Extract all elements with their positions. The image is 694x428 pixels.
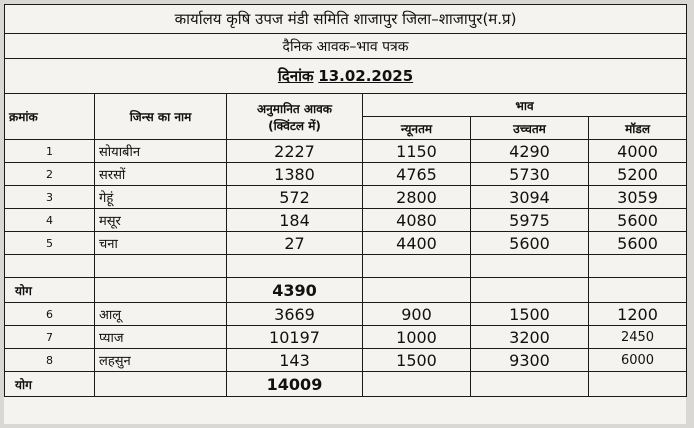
commodity-cell: मसूर bbox=[95, 209, 227, 232]
modal-price-cell: 5600 bbox=[589, 232, 687, 255]
table-row bbox=[5, 303, 687, 326]
serial-cell: 2 bbox=[5, 163, 95, 186]
arrival-header-line1: अनुमानित आवक bbox=[256, 101, 333, 116]
min-price-cell: 1500 bbox=[363, 349, 471, 372]
arrival-cell: 1380 bbox=[227, 163, 363, 186]
col-price-group-header: भाव bbox=[363, 94, 687, 117]
modal-price-cell: 4000 bbox=[589, 140, 687, 163]
commodity-cell: चना bbox=[95, 232, 227, 255]
max-price-cell: 3094 bbox=[471, 186, 589, 209]
table-row bbox=[5, 209, 687, 232]
serial-cell: 8 bbox=[5, 349, 95, 372]
date-label: दिनांक bbox=[277, 67, 314, 85]
serial-cell: 7 bbox=[5, 326, 95, 349]
max-price-cell: 5730 bbox=[471, 163, 589, 186]
arrival-cell: 184 bbox=[227, 209, 363, 232]
commodity-cell: आलू bbox=[95, 303, 227, 326]
table-row bbox=[5, 186, 687, 209]
col-min-header: न्यूनतम bbox=[363, 117, 471, 140]
total-label: योग bbox=[5, 372, 95, 397]
modal-price-cell: 6000 bbox=[589, 349, 687, 372]
max-price-cell: 3200 bbox=[471, 326, 589, 349]
commodity-cell: प्याज bbox=[95, 326, 227, 349]
report-date bbox=[5, 59, 687, 94]
arrival-cell: 143 bbox=[227, 349, 363, 372]
max-price-cell: 1500 bbox=[471, 303, 589, 326]
serial-cell: 6 bbox=[5, 303, 95, 326]
total-arrival: 14009 bbox=[227, 372, 363, 397]
max-price-cell: 5975 bbox=[471, 209, 589, 232]
report-title: दैनिक आवक–भाव पत्रक bbox=[5, 34, 687, 59]
arrival-cell: 27 bbox=[227, 232, 363, 255]
table-row bbox=[5, 163, 687, 186]
col-max-header: उच्चतम bbox=[471, 117, 589, 140]
date-value: 13.02.2025 bbox=[318, 67, 414, 85]
max-price-cell: 4290 bbox=[471, 140, 589, 163]
min-price-cell: 2800 bbox=[363, 186, 471, 209]
serial-cell: 1 bbox=[5, 140, 95, 163]
table-row bbox=[5, 140, 687, 163]
arrival-cell: 572 bbox=[227, 186, 363, 209]
total-arrival: 4390 bbox=[227, 278, 363, 303]
serial-cell: 4 bbox=[5, 209, 95, 232]
arrival-header-line2: (क्विंटल में) bbox=[268, 118, 321, 133]
arrival-cell: 3669 bbox=[227, 303, 363, 326]
modal-price-cell: 2450 bbox=[589, 326, 687, 349]
commodity-cell: लहसुन bbox=[95, 349, 227, 372]
commodity-cell: गेहूं bbox=[95, 186, 227, 209]
table-row bbox=[5, 232, 687, 255]
serial-cell: 5 bbox=[5, 232, 95, 255]
arrival-cell: 10197 bbox=[227, 326, 363, 349]
modal-price-cell: 5600 bbox=[589, 209, 687, 232]
col-commodity-header: जिन्स का नाम bbox=[95, 94, 227, 140]
arrival-price-table bbox=[4, 4, 687, 397]
max-price-cell: 5600 bbox=[471, 232, 589, 255]
commodity-cell: सरसों bbox=[95, 163, 227, 186]
max-price-cell: 9300 bbox=[471, 349, 589, 372]
min-price-cell: 900 bbox=[363, 303, 471, 326]
col-arrival-header bbox=[227, 94, 363, 140]
modal-price-cell: 5200 bbox=[589, 163, 687, 186]
rate-sheet bbox=[4, 4, 686, 424]
min-price-cell: 1150 bbox=[363, 140, 471, 163]
modal-price-cell: 1200 bbox=[589, 303, 687, 326]
total-row bbox=[5, 372, 687, 397]
total-row bbox=[5, 278, 687, 303]
min-price-cell: 4400 bbox=[363, 232, 471, 255]
min-price-cell: 4765 bbox=[363, 163, 471, 186]
col-serial-header: क्रमांक bbox=[5, 94, 95, 140]
table-row bbox=[5, 326, 687, 349]
arrival-cell: 2227 bbox=[227, 140, 363, 163]
blank-row bbox=[5, 255, 687, 278]
commodity-cell: सोयाबीन bbox=[95, 140, 227, 163]
office-title: कार्यालय कृषि उपज मंडी समिति शाजापुर जिला–शाजापुर(म.प्र) bbox=[5, 5, 687, 34]
min-price-cell: 4080 bbox=[363, 209, 471, 232]
col-modal-header: मॉडल bbox=[589, 117, 687, 140]
modal-price-cell: 3059 bbox=[589, 186, 687, 209]
table-row bbox=[5, 349, 687, 372]
serial-cell: 3 bbox=[5, 186, 95, 209]
min-price-cell: 1000 bbox=[363, 326, 471, 349]
total-label: योग bbox=[5, 278, 95, 303]
